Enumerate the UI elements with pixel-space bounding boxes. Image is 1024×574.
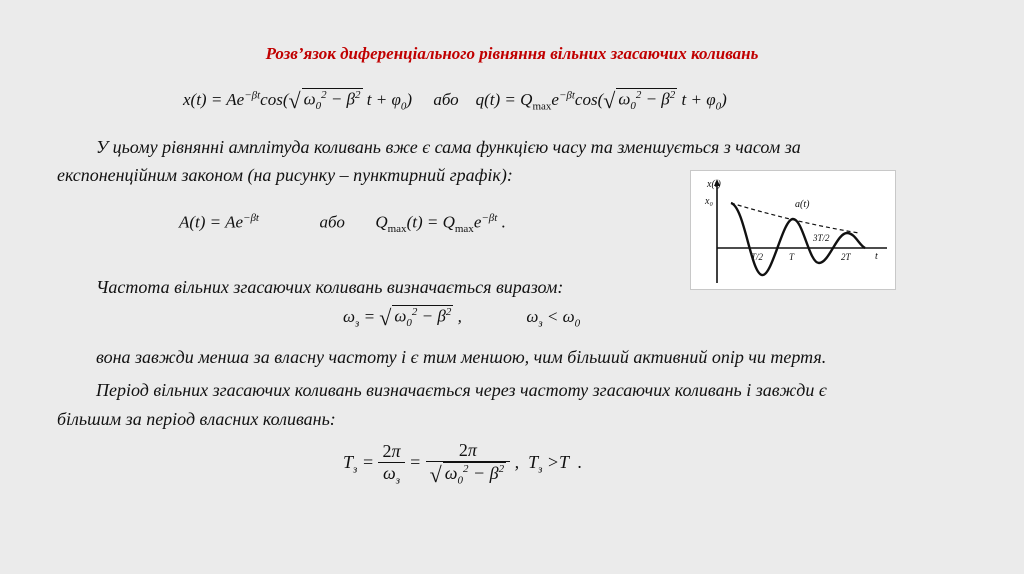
paragraph-4-line-2: більшим за період власних коливань: xyxy=(57,409,336,429)
envelope-label: a(t) xyxy=(795,199,810,210)
tick-label-half-period: T/2 xyxy=(751,252,764,262)
paragraph-3: вона завжди менша за власну частоту і є тим меншою, чим більший активний опір чи тертя. xyxy=(96,347,827,367)
oscillation-curve xyxy=(731,203,865,275)
damped-frequency-formula: $\omega_з$ = √ $\omega_0^2 - \beta^2$ , $\omega_з < \omega_0$ xyxy=(343,305,581,330)
paragraph-4-line-1: Період вільних згасаючих коливань визначається через частоту згасаючих коливань і завжди є xyxy=(96,380,827,400)
paragraph-1-line-1: У цьому рівнянні амплітуда коливань вже є сама функцією часу та зменшується з часом за xyxy=(96,137,801,157)
y-axis-label: x(t) xyxy=(707,179,721,190)
tick-label-three-half-period: 3T/2 xyxy=(813,233,830,243)
tick-label-two-periods: 2T xyxy=(841,252,851,262)
tick-label-period: T xyxy=(789,252,795,262)
paragraph-1-line-2: експоненційним законом (на рисунку – пунктирний графік): xyxy=(57,165,513,185)
solution-formula: $x(t) = Ae^{-\beta t}\cos(√$ $\omega_0^2 - \beta^2$ $t + \varphi_0$) або $q(t) = Q_{max}e^{-\beta t}\cos(√$ $\omega_0^2 - \beta^2$ $t + \varphi_0$) xyxy=(183,88,727,113)
paragraph-2: Частота вільних згасаючих коливань визначається виразом: xyxy=(96,277,564,297)
slide-title: Розв’язок диференціального рівняння вільних згасаючих коливань xyxy=(265,44,759,63)
x0-label: x₀ xyxy=(705,196,713,207)
formula-connector-2: або xyxy=(319,212,345,232)
damped-period-formula: $T_з$ = $\frac{2\pi}{\omega_з}$ = $\frac{2\pi}{√ \omega_0^2 - \beta^2}$ , $T_з >T$ . xyxy=(343,440,583,487)
amplitude-formula: $A(t) = Ae^{-\beta t}$ або $Q_{max}(t) = Q_{max}e^{-\beta t}$ . xyxy=(179,212,506,236)
x-axis-label: t xyxy=(875,251,878,262)
period-fraction-1: $\frac{2\pi}{\omega_з}$ xyxy=(378,441,404,487)
formula-connector-1: або xyxy=(433,90,459,109)
period-fraction-2: $\frac{2\pi}{√ \omega_0^2 - \beta^2}$ xyxy=(426,440,510,488)
graph-svg xyxy=(691,171,895,289)
damped-oscillation-graph xyxy=(690,170,896,290)
